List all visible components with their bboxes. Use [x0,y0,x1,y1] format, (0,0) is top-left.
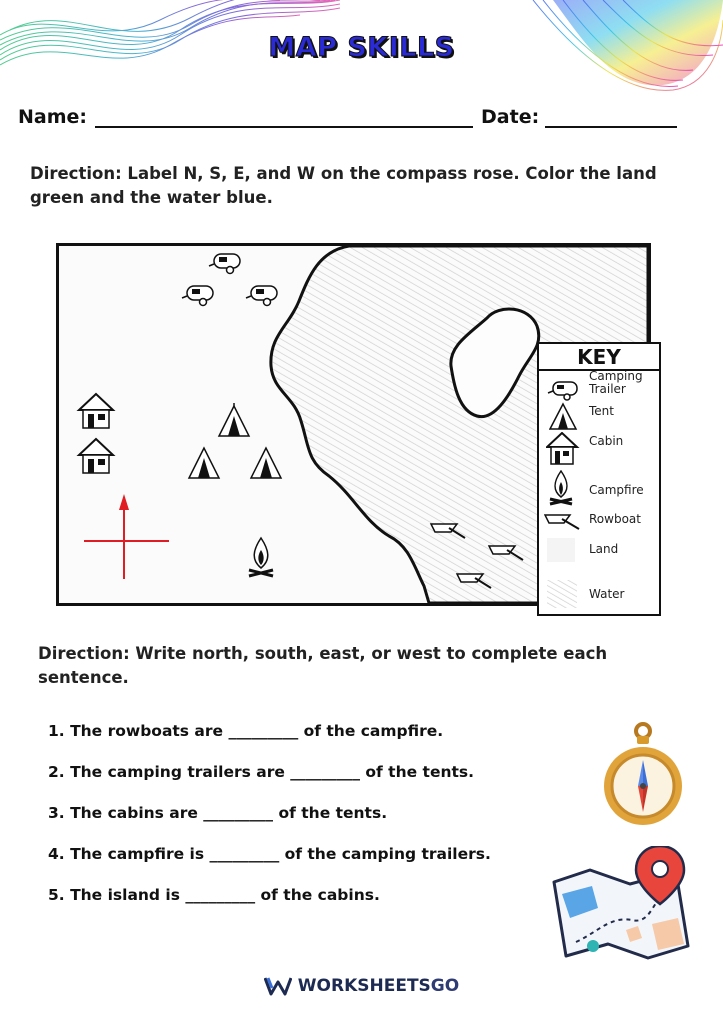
name-date-row [18,106,708,128]
land-swatch [547,538,575,562]
date-label: Date: [481,106,540,128]
worksheetsgo-logo-icon [264,976,292,996]
key-label-campfire: Campfire [589,483,644,497]
key-item-camping-trailer [539,369,659,404]
key-label-rowboat: Rowboat [589,512,641,526]
question-4[interactable]: 4. The campfire is _________ of the camping trailers. [48,845,491,863]
question-list [48,720,568,925]
name-label: Name: [18,106,88,128]
footer-brand-suffix: GO [430,976,460,996]
key-label-camping-trailer: Camping Trailer [589,369,643,396]
water-swatch [547,580,577,608]
map-key [537,342,661,616]
key-item-tent [539,402,659,432]
footer-brand-name [298,976,459,996]
key-item-campfire [539,470,659,506]
map-pin-illustration [548,846,696,974]
footer-brand-word: WORKSHEETS [297,976,431,996]
question-2[interactable]: 2. The camping trailers are _________ of the tents. [48,763,475,781]
key-item-water [539,580,659,610]
page-title: MAP SKILLS [268,32,455,63]
key-label-water: Water [589,587,625,601]
footer-brand [0,976,723,996]
rowboat-icon [544,514,582,532]
key-title: KEY [539,344,659,371]
key-item-cabin [539,432,659,466]
compass-illustration [602,722,684,834]
question-1[interactable]: 1. The rowboats are _________ of the campfire. [48,722,444,740]
key-label-tent: Tent [589,404,614,418]
key-item-rowboat [539,510,659,532]
key-label-cabin: Cabin [589,434,624,448]
tent-icon [549,402,579,432]
camping-trailer-icon [547,380,581,402]
key-item-land [539,538,659,566]
question-3[interactable]: 3. The cabins are _________ of the tents. [48,804,388,822]
question-5[interactable]: 5. The island is _________ of the cabins. [48,886,380,904]
campfire-icon [549,470,577,506]
key-label-land: Land [589,542,619,556]
date-field[interactable] [545,106,677,128]
cabin-icon [546,432,580,466]
direction-text-2: Direction: Write north, south, east, or west to complete each sentence. [38,644,608,687]
name-field[interactable] [95,106,473,128]
direction-text-1: Direction: Label N, S, E, and W on the compass rose. Color the land green and the water blue. [30,164,657,207]
